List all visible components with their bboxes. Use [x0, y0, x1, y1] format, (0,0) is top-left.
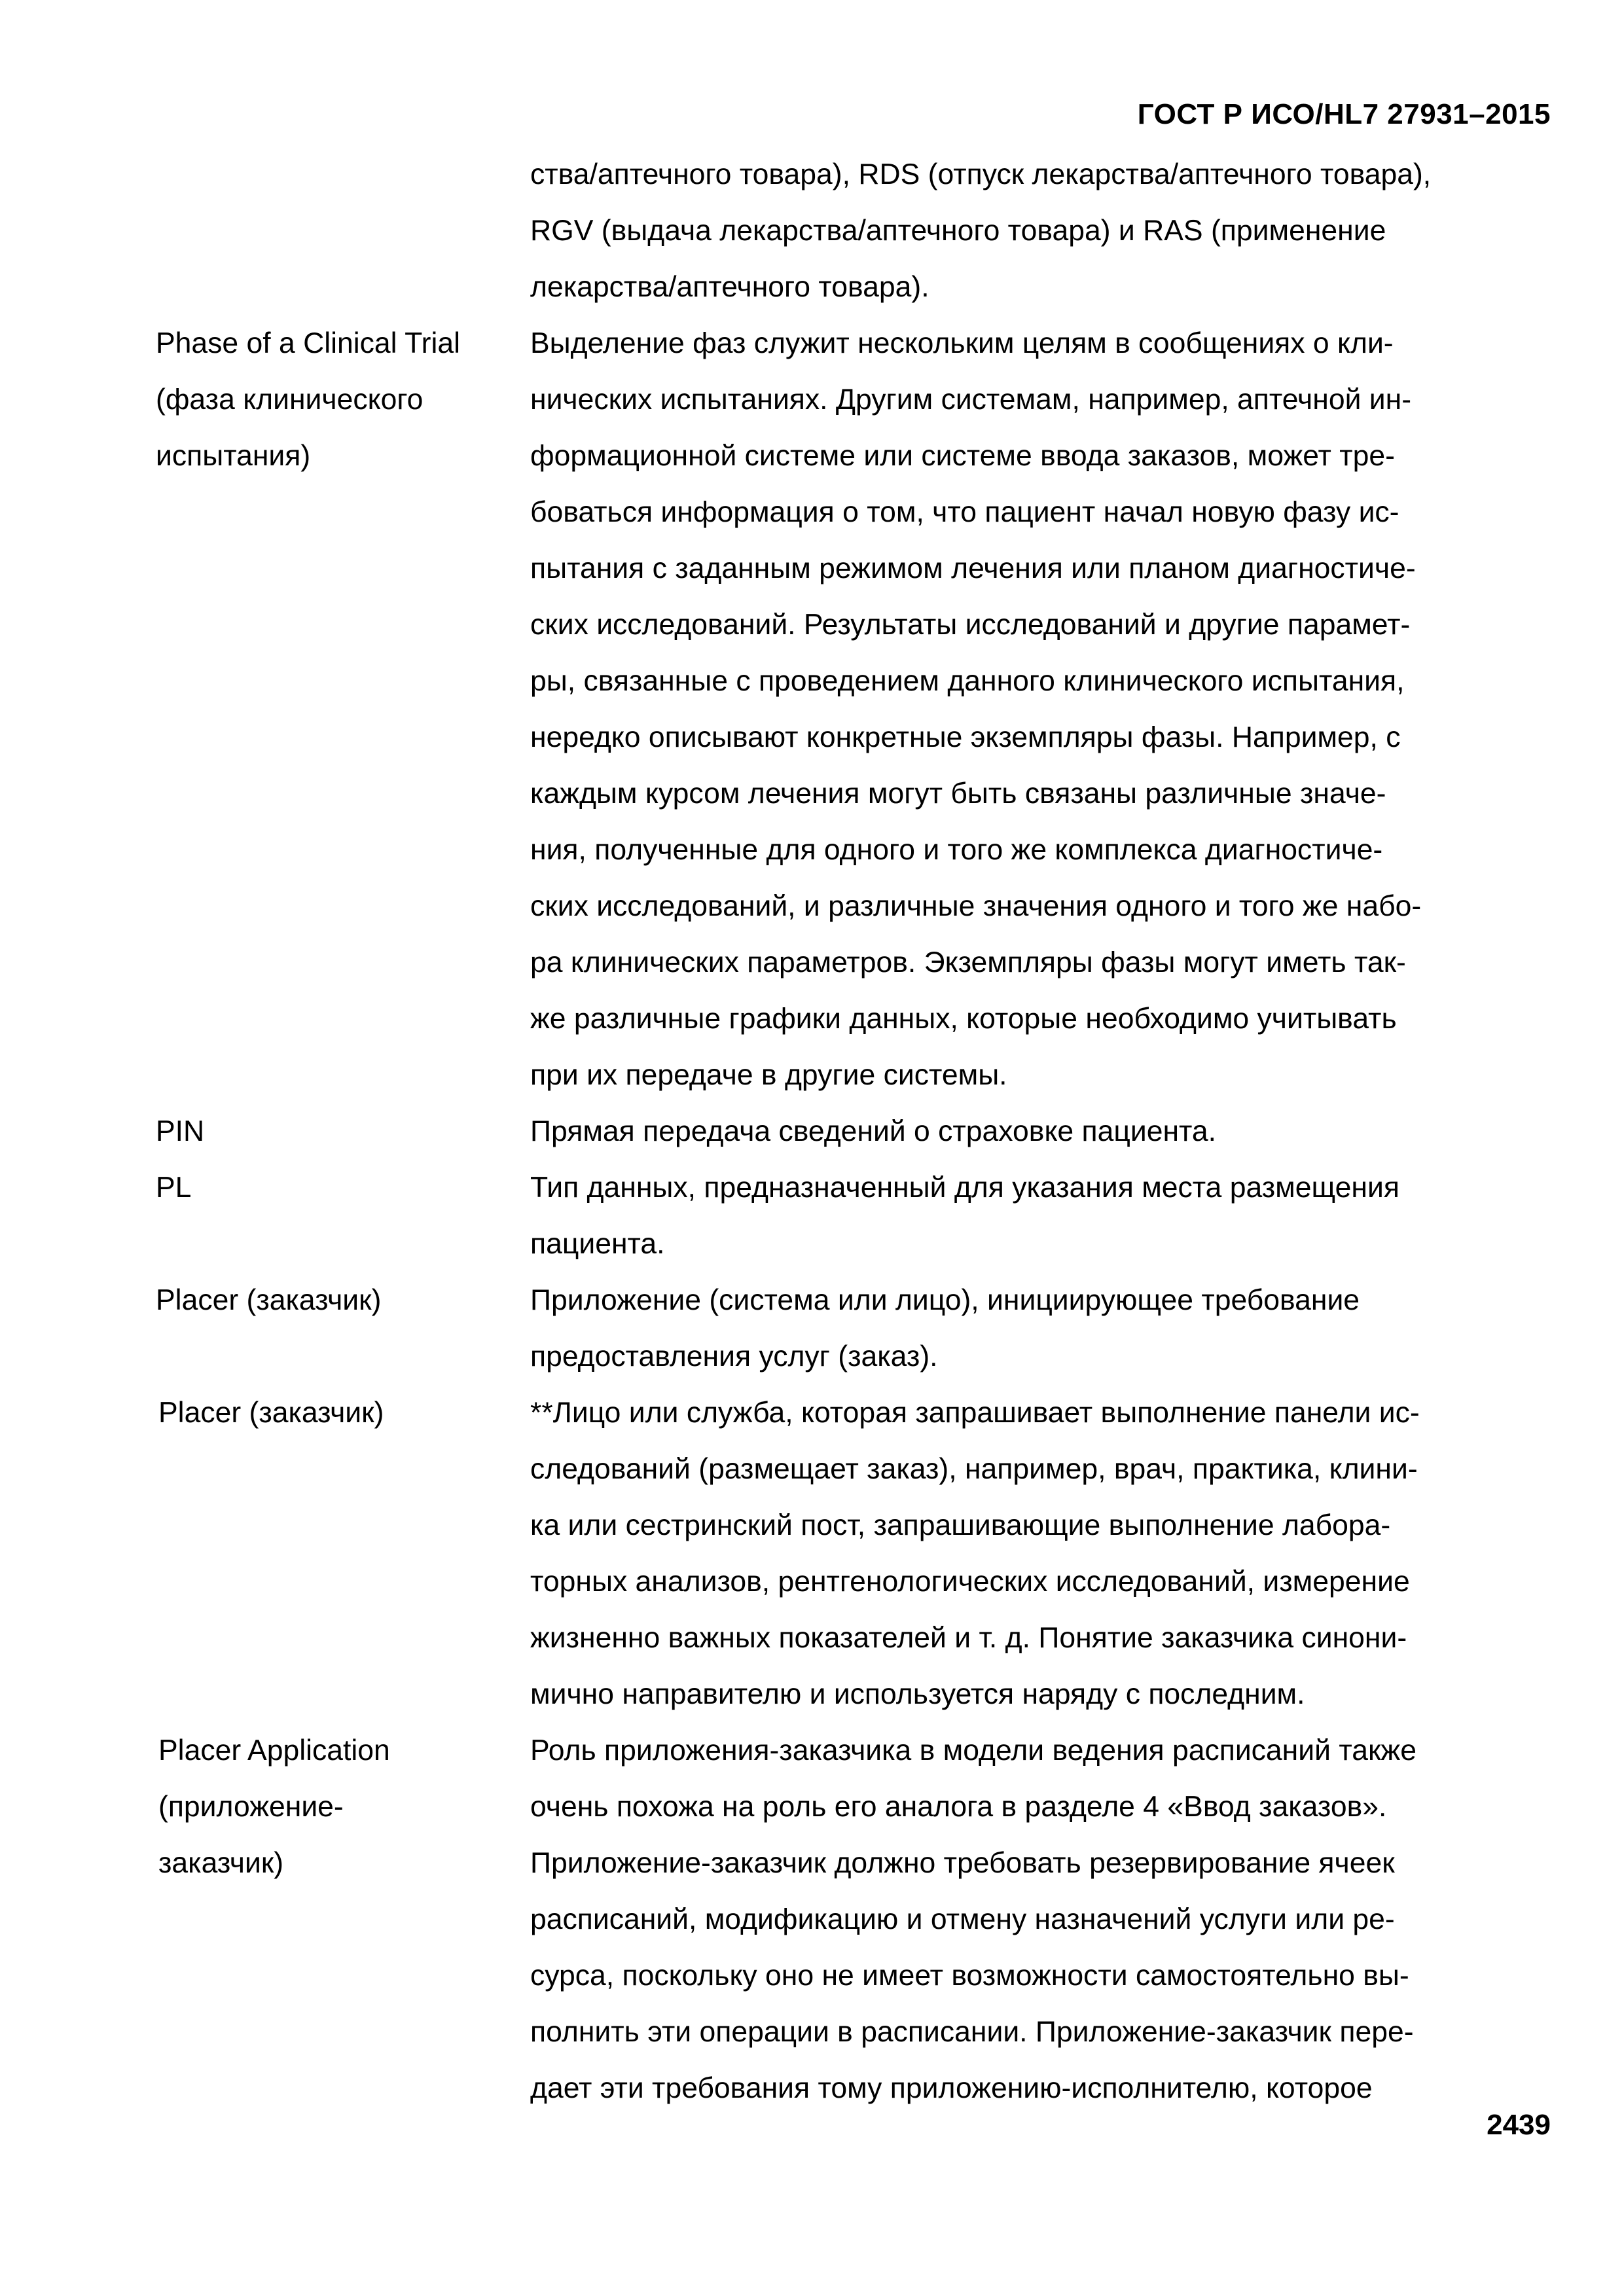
term-line: Phase of a Clinical Trial: [156, 327, 460, 359]
term-line: заказчик): [158, 1847, 284, 1879]
definition-line: же различные графики данных, которые необходимо учитывать: [530, 1003, 1397, 1035]
definition-line: пытания с заданным режимом лечения или планом диагностиче-: [530, 552, 1416, 584]
glossary-term: [156, 1272, 530, 1329]
definition-line: полнить эти операции в расписании. Приложение-заказчик пере-: [530, 2016, 1414, 2048]
definition-line: лекарства/аптечного товара).: [530, 271, 929, 303]
glossary-body: [156, 147, 1543, 2117]
document-header: ГОСТ Р ИСО/HL7 27931–2015: [1137, 98, 1551, 130]
term-line: Placer (заказчик): [156, 1284, 382, 1316]
definition-line: нередко описывают конкретные экземпляры фазы. Например, с: [530, 721, 1401, 753]
term-line: PIN: [156, 1115, 205, 1147]
definition-line: дает эти требования тому приложению-исполнителю, которое: [530, 2072, 1373, 2104]
glossary-entry-placer: [156, 1272, 1543, 1385]
glossary-definition: [530, 1385, 1543, 1723]
term-line: (приложение-: [158, 1791, 344, 1823]
definition-line: Прямая передача сведений о страховке пациента.: [530, 1115, 1217, 1147]
term-line: Placer (заказчик): [158, 1397, 384, 1429]
glossary-term: [156, 1160, 530, 1216]
definition-line: нических испытаниях. Другим системам, например, аптечной ин-: [530, 384, 1412, 416]
definition-line: мично направителю и используется наряду с последним.: [530, 1678, 1305, 1710]
definition-line: RGV (выдача лекарства/аптечного товара) и RAS (применение: [530, 215, 1386, 247]
glossary-term: [156, 1723, 530, 1892]
definition-line: Роль приложения-заказчика в модели ведения расписаний также: [530, 1734, 1416, 1767]
glossary-entry-placer-application: [156, 1723, 1543, 2117]
definition-line: Приложение-заказчик должно требовать резервирование ячеек: [530, 1847, 1395, 1879]
definition-line: следований (размещает заказ), например, врач, практика, клини-: [530, 1453, 1418, 1485]
definition-line: каждым курсом лечения могут быть связаны различные значе-: [530, 778, 1386, 810]
definition-line: торных анализов, рентгенологических исследований, измерение: [530, 1566, 1410, 1598]
glossary-definition: [530, 315, 1543, 1103]
definition-line: пациента.: [530, 1228, 665, 1260]
definition-line: **Лицо или служба, которая запрашивает выполнение панели ис-: [530, 1397, 1420, 1429]
glossary-entry-phase-of-clinical-trial: [156, 315, 1543, 1103]
glossary-definition: [530, 1103, 1543, 1160]
glossary-entry-pin: [156, 1103, 1543, 1160]
glossary-term: [156, 1385, 530, 1441]
page-number: 2439: [1487, 2109, 1551, 2141]
glossary-term: [156, 315, 530, 484]
glossary-definition: [530, 1272, 1543, 1385]
glossary-entry-continuation: [156, 147, 1543, 315]
definition-line: ры, связанные с проведением данного клинического испытания,: [530, 665, 1405, 697]
definition-line: предоставления услуг (заказ).: [530, 1340, 938, 1372]
definition-line: очень похожа на роль его аналога в разделе 4 «Ввод заказов».: [530, 1791, 1387, 1823]
term-line: (фаза клинического: [156, 384, 424, 416]
definition-line: сурса, поскольку оно не имеет возможности самостоятельно вы-: [530, 1960, 1409, 1992]
term-line: PL: [156, 1172, 192, 1204]
definition-line: ния, полученные для одного и того же комплекса диагностиче-: [530, 834, 1383, 866]
glossary-definition: [530, 1160, 1543, 1272]
definition-line: Тип данных, предназначенный для указания места размещения: [530, 1172, 1399, 1204]
glossary-definition: [530, 1723, 1543, 2117]
definition-line: ства/аптечного товара), RDS (отпуск лекарства/аптечного товара),: [530, 158, 1432, 190]
glossary-entry-pl: [156, 1160, 1543, 1272]
definition-line: ка или сестринский пост, запрашивающие выполнение лабора-: [530, 1509, 1391, 1541]
term-line: испытания): [156, 440, 311, 472]
definition-line: ра клинических параметров. Экземпляры фазы могут иметь так-: [530, 946, 1406, 978]
definition-line: Выделение фаз служит нескольким целям в сообщениях о кли-: [530, 327, 1394, 359]
definition-line: Приложение (система или лицо), инициирующее требование: [530, 1284, 1360, 1316]
term-line: Placer Application: [158, 1734, 390, 1767]
glossary-entry-placer-2: [156, 1385, 1543, 1723]
definition-line: ских исследований. Результаты исследований и другие парамет-: [530, 609, 1411, 641]
definition-line: жизненно важных показателей и т. д. Понятие заказчика синони-: [530, 1622, 1407, 1654]
definition-line: расписаний, модификацию и отмену назначений услуги или ре-: [530, 1903, 1395, 1935]
definition-line: ских исследований, и различные значения одного и того же набо-: [530, 890, 1422, 922]
glossary-term: [156, 1103, 530, 1160]
definition-line: боваться информация о том, что пациент начал новую фазу ис-: [530, 496, 1399, 528]
glossary-definition: [530, 147, 1543, 315]
definition-line: формационной системе или системе ввода заказов, может тре-: [530, 440, 1395, 472]
definition-line: при их передаче в другие системы.: [530, 1059, 1007, 1091]
